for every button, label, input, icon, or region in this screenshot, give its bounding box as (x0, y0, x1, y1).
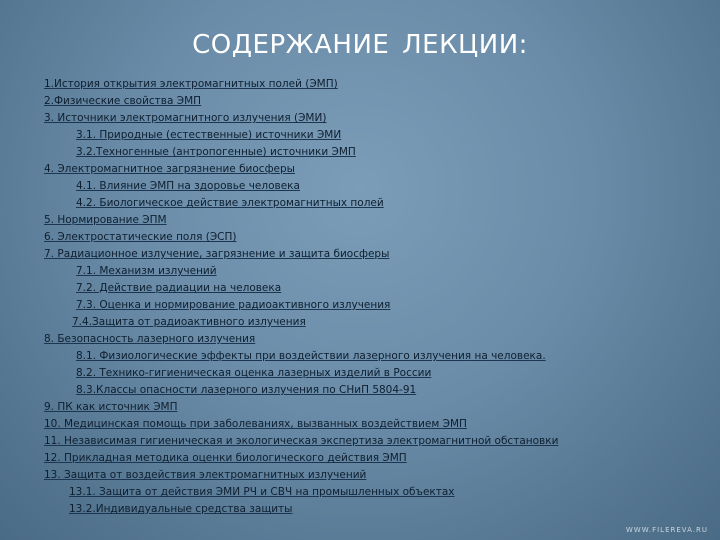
toc-item[interactable]: 8. Безопасность лазерного излучения (44, 333, 256, 345)
toc-subitem[interactable]: 3.1. Природные (естественные) источники ЭМИ (76, 129, 342, 141)
toc-item[interactable]: 9. ПК как источник ЭМП (44, 401, 178, 413)
toc-subitem[interactable]: 13.2.Индивидуальные средства защиты (69, 503, 293, 515)
toc-subitem[interactable]: 8.1. Физиологические эффекты при воздействии лазерного излучения на человека. (76, 350, 546, 362)
toc-subitem[interactable]: 13.1. Защита от действия ЭМИ РЧ и СВЧ на промышленных объектах (69, 486, 455, 498)
toc-item[interactable]: 6. Электростатические поля (ЭСП) (44, 231, 237, 243)
toc-subitem[interactable]: 4.1. Влияние ЭМП на здоровье человека (76, 180, 300, 192)
toc-item[interactable]: 11. Независимая гигиеническая и экологическая экспертиза электромагнитной обстановки (44, 435, 559, 447)
toc-subitem[interactable]: 8.3.Классы опасности лазерного излучения по СНиП 5804-91 (76, 384, 417, 396)
watermark: WWW.FILEREVA.RU (625, 526, 708, 534)
toc-subitem[interactable]: 7.1. Механизм излучений (76, 265, 217, 277)
toc-subitem[interactable]: 8.2. Технико-гигиеническая оценка лазерных изделий в России (76, 367, 432, 379)
toc-item[interactable]: 7. Радиационное излучение, загрязнение и защита биосферы (44, 248, 390, 260)
toc-item[interactable]: 3. Источники электромагнитного излучения (ЭМИ) (44, 112, 327, 124)
toc-item[interactable]: 1.История открытия электромагнитных полей (ЭМП) (44, 78, 338, 90)
toc-item[interactable]: 2.Физические свойства ЭМП (44, 95, 202, 107)
toc-subitem[interactable]: 4.2. Биологическое действие электромагнитных полей (76, 197, 384, 209)
toc-item[interactable]: 5. Нормирование ЭПМ (44, 214, 167, 226)
slide-title: СОДЕРЖАНИЕ ЛЕКЦИИ: (192, 30, 528, 60)
toc-subitem[interactable]: 7.4.Защита от радиоактивного излучения (72, 316, 306, 328)
toc-subitem[interactable]: 3.2.Техногенные (антропогенные) источники ЭМП (76, 146, 356, 158)
toc-item[interactable]: 13. Защита от воздействия электромагнитных излучений (44, 469, 367, 481)
toc-subitem[interactable]: 7.3. Оценка и нормирование радиоактивного излучения (76, 299, 391, 311)
table-of-contents (44, 76, 700, 518)
toc-subitem[interactable]: 7.2. Действие радиации на человека (76, 282, 282, 294)
toc-item[interactable]: 10. Медицинская помощь при заболеваниях, вызванных воздействием ЭМП (44, 418, 467, 430)
toc-item[interactable]: 4. Электромагнитное загрязнение биосферы (44, 163, 295, 175)
toc-item[interactable]: 12. Прикладная методика оценки биологического действия ЭМП (44, 452, 407, 464)
